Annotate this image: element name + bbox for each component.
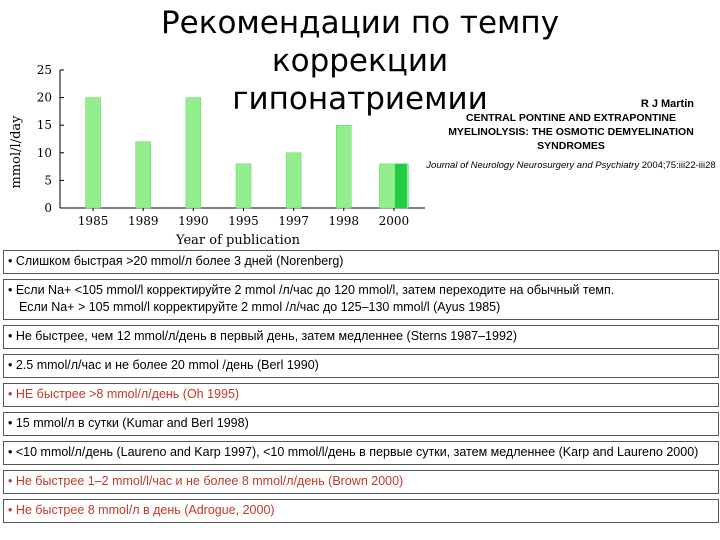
y-tick-label: 25 <box>36 63 52 77</box>
journal-citation: 2004;75:iii22-iii28 <box>641 160 716 171</box>
bar-highlight <box>395 164 407 208</box>
reference-author: R J Martin <box>640 98 694 110</box>
recommendation-text-line2: Если Na+ > 105 mmol/l корректируйте 2 mmol /л/час до 125–130 mmol/l (Ayus 1985) <box>19 300 501 314</box>
x-tick-label: 2000 <box>378 214 410 228</box>
recommendation-text: • Слишком быстрая >20 mmol/л более 3 дней (Norenberg) <box>8 254 344 268</box>
x-tick-label: 1989 <box>127 214 159 228</box>
x-tick-labels <box>78 208 409 228</box>
recommendation-item <box>3 354 719 378</box>
recommendation-item <box>3 325 719 349</box>
recommendation-item <box>3 441 719 465</box>
recommendation-item <box>3 499 719 523</box>
bar-chart <box>0 60 430 250</box>
bar <box>86 98 101 208</box>
recommendation-text: • <10 mmol/л/день (Laureno and Karp 1997), <10 mmol/l/день в первые сутки, затем медленнее (Karp and Laureno 2000) <box>8 445 699 459</box>
recommendation-text: • Если Na+ <105 mmol/l корректируйте 2 mmol /л/час до 120 mmol/l, затем переходите на обычный темп. <box>8 283 615 297</box>
title-line-2: гипонатриемии <box>232 81 488 117</box>
recommendation-item <box>3 412 719 436</box>
reference-block <box>426 98 716 172</box>
recommendation-item <box>3 383 719 407</box>
recommendation-text: • 15 mmol/л в сутки (Kumar and Berl 1998) <box>8 416 249 430</box>
x-tick-label: 1998 <box>328 214 360 228</box>
bar <box>336 125 351 208</box>
recommendation-text: • Не быстрее, чем 12 mmol/л/день в первый день, затем медленнее (Sterns 1987–1992) <box>8 329 518 343</box>
y-tick-label: 20 <box>36 90 52 105</box>
recommendation-text: • Не быстрее 8 mmol/л в день (Adrogue, 2000) <box>8 503 275 517</box>
y-tick-label: 15 <box>36 118 52 133</box>
x-tick-label: 1995 <box>228 214 259 228</box>
chart-bars <box>86 98 409 208</box>
bar <box>236 164 251 208</box>
reference-article-title: CENTRAL PONTINE AND EXTRAPONTINE MYELINOLYSIS: THE OSMOTIC DEMYELINATION SYNDROMES <box>448 112 694 152</box>
journal-name: Journal of Neurology Neurosurgery and Psychiatry <box>426 160 640 171</box>
x-axis-label: Year of publication <box>176 233 300 248</box>
recommendation-item <box>3 279 719 320</box>
bar <box>186 98 201 208</box>
y-tick-label: 10 <box>36 145 52 160</box>
recommendation-text: • Не быстрее 1–2 mmol/l/час и не более 8 mmol/л/день (Brown 2000) <box>8 474 404 488</box>
bar <box>286 153 301 208</box>
x-tick-label: 1985 <box>77 214 109 228</box>
x-tick-label: 1997 <box>278 214 309 228</box>
recommendation-text: • НЕ быстрее >8 mmol/л/день (Oh 1995) <box>8 387 240 401</box>
y-tick-label: 5 <box>44 173 52 188</box>
x-tick-label: 1990 <box>178 214 209 228</box>
title-line-1: Рекомендации по темпу коррекции <box>160 5 560 79</box>
recommendation-item <box>3 250 719 274</box>
y-axis-label: mmol/l/day <box>9 115 24 189</box>
bar <box>136 142 151 208</box>
recommendation-text: • 2.5 mmol/л/час и не более 20 mmol /день (Berl 1990) <box>8 358 319 372</box>
recommendation-item <box>3 470 719 494</box>
recommendation-list <box>3 250 719 528</box>
reference-journal <box>426 159 716 172</box>
y-tick-label: 0 <box>44 201 52 215</box>
